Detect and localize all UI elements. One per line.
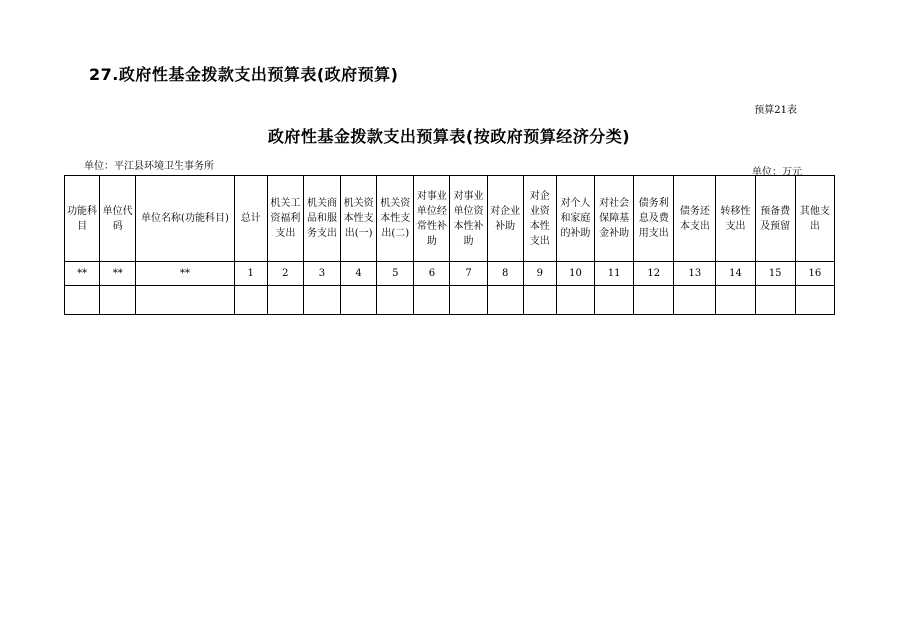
index-cell: 12 — [634, 262, 674, 286]
table-index-row — [65, 262, 835, 286]
header-func-subject: 功能科目 — [65, 176, 100, 262]
header-col-15: 其他支出 — [795, 176, 834, 262]
document-heading: 27.政府性基金拨款支出预算表(政府预算) — [89, 65, 399, 84]
header-col-10: 对社会保障基金补助 — [595, 176, 634, 262]
index-cell: 14 — [716, 262, 755, 286]
unit-organization: 单位：平江县环境卫生事务所 — [84, 161, 214, 172]
header-col-1: 机关工资福利支出 — [267, 176, 303, 262]
index-cell: ** — [100, 262, 136, 286]
index-cell: 4 — [341, 262, 377, 286]
header-col-7: 对企业补助 — [487, 176, 523, 262]
index-cell: 13 — [674, 262, 716, 286]
index-cell: 3 — [303, 262, 340, 286]
table-number: 预算21表 — [754, 105, 797, 116]
index-cell: 1 — [234, 262, 267, 286]
table-cell — [234, 286, 267, 315]
index-cell: 8 — [487, 262, 523, 286]
header-col-8: 对企业资本性支出 — [523, 176, 556, 262]
header-unit-name: 单位名称(功能科目) — [136, 176, 234, 262]
table-cell — [795, 286, 834, 315]
header-col-13: 转移性支出 — [716, 176, 755, 262]
index-cell: 9 — [523, 262, 556, 286]
header-unit-code: 单位代码 — [100, 176, 136, 262]
index-cell: 2 — [267, 262, 303, 286]
index-cell: 10 — [556, 262, 594, 286]
table-cell — [674, 286, 716, 315]
table-row — [65, 286, 835, 315]
header-col-9: 对个人和家庭的补助 — [556, 176, 594, 262]
header-col-3: 机关资本性支出(一) — [341, 176, 377, 262]
header-col-12: 债务还本支出 — [674, 176, 716, 262]
index-cell: 11 — [595, 262, 634, 286]
index-cell: 15 — [755, 262, 795, 286]
table-cell — [65, 286, 100, 315]
index-cell: 5 — [377, 262, 414, 286]
table-cell — [595, 286, 634, 315]
table-title: 政府性基金拨款支出预算表(按政府预算经济分类) — [267, 127, 631, 146]
table-cell — [634, 286, 674, 315]
header-total: 总计 — [234, 176, 267, 262]
index-cell: 7 — [450, 262, 487, 286]
table-cell — [267, 286, 303, 315]
table-cell — [414, 286, 450, 315]
index-cell: 6 — [414, 262, 450, 286]
table-cell — [716, 286, 755, 315]
table-cell — [303, 286, 340, 315]
table-cell — [377, 286, 414, 315]
header-col-2: 机关商品和服务支出 — [303, 176, 340, 262]
index-cell: 16 — [795, 262, 834, 286]
header-col-4: 机关资本性支出(二) — [377, 176, 414, 262]
table-cell — [556, 286, 594, 315]
budget-table — [64, 175, 835, 315]
table-cell — [100, 286, 136, 315]
table-header-row — [65, 176, 835, 262]
header-col-14: 预备费及预留 — [755, 176, 795, 262]
table-cell — [755, 286, 795, 315]
table-cell — [341, 286, 377, 315]
table-cell — [487, 286, 523, 315]
header-col-6: 对事业单位资本性补助 — [450, 176, 487, 262]
header-col-5: 对事业单位经常性补助 — [414, 176, 450, 262]
table-cell — [523, 286, 556, 315]
header-col-11: 债务利息及费用支出 — [634, 176, 674, 262]
table-cell — [450, 286, 487, 315]
unit-currency: 单位：万元 — [752, 167, 802, 178]
table-cell — [136, 286, 234, 315]
index-cell: ** — [65, 262, 100, 286]
index-cell: ** — [136, 262, 234, 286]
